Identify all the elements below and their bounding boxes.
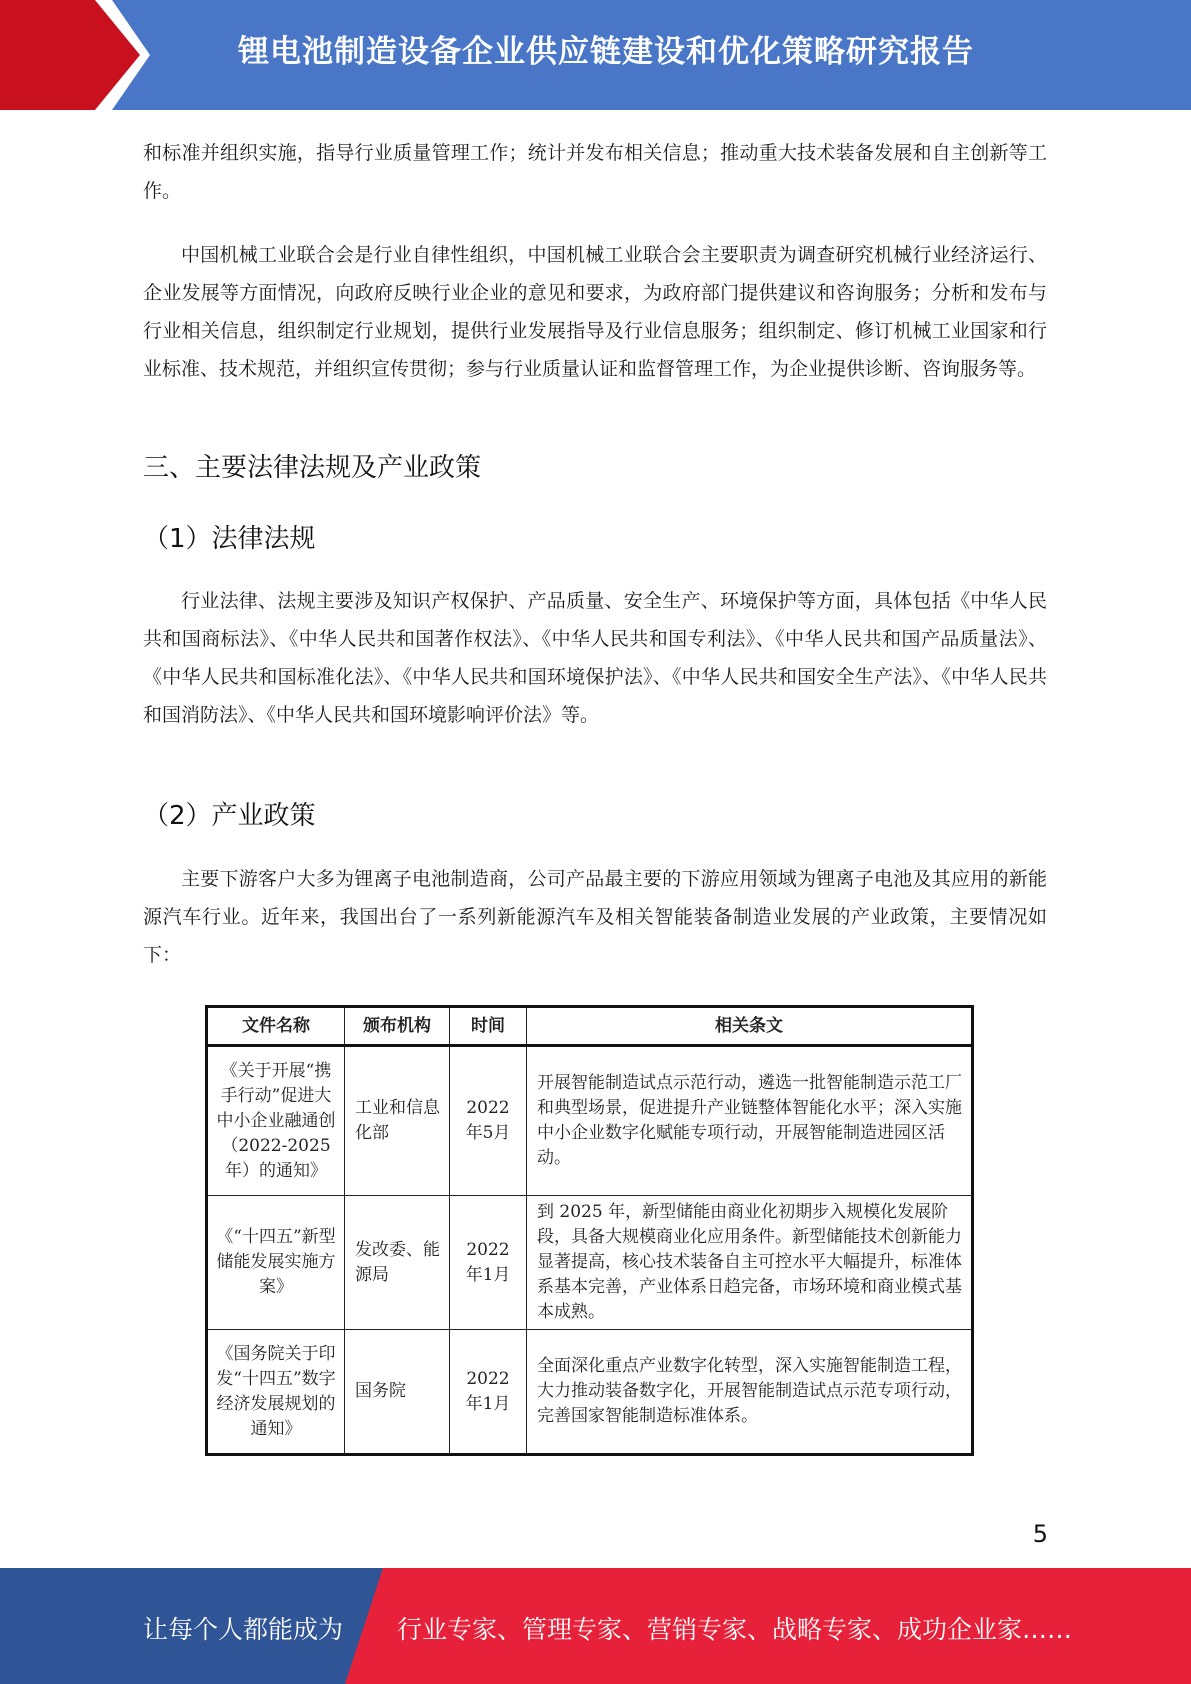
subsection-title-laws: （1）法律法规 bbox=[143, 524, 316, 554]
cell-document-name: 《关于开展“携手行动”促进大中小企业融通创（2022-2025年）的通知》 bbox=[207, 1046, 345, 1196]
page-number: 5 bbox=[1032, 1520, 1048, 1548]
section-title-laws-policies: 三、主要法律法规及产业政策 bbox=[143, 453, 482, 483]
table-row bbox=[207, 1046, 973, 1196]
cell-issuing-agency: 发改委、能源局 bbox=[345, 1196, 450, 1330]
footer-slogan-right: 行业专家、管理专家、营销专家、战略专家、成功企业家…… bbox=[397, 1615, 1073, 1644]
cell-issuing-agency: 工业和信息化部 bbox=[345, 1046, 450, 1196]
cell-date: 2022年5月 bbox=[450, 1046, 527, 1196]
header-arrow-decoration bbox=[0, 0, 160, 110]
paragraph-industry-policy: 主要下游客户大多为锂离子电池制造商，公司产品最主要的下游应用领域为锂离子电池及其应用的新能源汽车行业。近年来，我国出台了一系列新能源汽车及相关智能装备制造业发展的产业政策，主要情况如下： bbox=[143, 868, 1047, 966]
cell-issuing-agency: 国务院 bbox=[345, 1330, 450, 1455]
paragraph-continuation: 和标准并组织实施，指导行业质量管理工作；统计并发布相关信息；推动重大技术装备发展和自主创新等工作。 bbox=[143, 142, 1047, 202]
cell-provisions: 全面深化重点产业数字化转型，深入实施智能制造工程，大力推动装备数字化，开展智能制造试点示范专项行动，完善国家智能制造标准体系。 bbox=[527, 1330, 973, 1455]
page-header bbox=[0, 0, 1191, 110]
report-title: 锂电池制造设备企业供应链建设和优化策略研究报告 bbox=[238, 34, 974, 70]
cell-document-name: 《“十四五”新型储能发展实施方案》 bbox=[207, 1196, 345, 1330]
cell-date: 2022年1月 bbox=[450, 1330, 527, 1455]
paragraph-laws: 行业法律、法规主要涉及知识产权保护、产品质量、安全生产、环境保护等方面，具体包括《中华人民共和国商标法》、《中华人民共和国著作权法》、《中华人民共和国专利法》、《中华人民共和国产品质量法》、《中华人民共和国标准化法》、《中华人民共和国环境保护法》、《中华人民共和国安全生产法》、《中华人民共和国消防法》、《中华人民共和国环境影响评价法》等。 bbox=[143, 590, 1047, 726]
column-header-text: 相关条文 bbox=[527, 1007, 973, 1046]
column-header-name: 文件名称 bbox=[207, 1007, 345, 1046]
cell-provisions: 开展智能制造试点示范行动，遴选一批智能制造示范工厂和典型场景，促进提升产业链整体智能化水平；深入实施中小企业数字化赋能专项行动，开展智能制造进园区活动。 bbox=[527, 1046, 973, 1196]
paragraph-machinery-federation: 中国机械工业联合会是行业自律性组织，中国机械工业联合会主要职责为调查研究机械行业经济运行、企业发展等方面情况，向政府反映行业企业的意见和要求，为政府部门提供建议和咨询服务；分析和发布与行业相关信息，组织制定行业规划，提供行业发展指导及行业信息服务；组织制定、修订机械工业国家和行业标准、技术规范，并组织宣传贯彻；参与行业质量认证和监督管理工作，为企业提供诊断、咨询服务等。 bbox=[143, 244, 1047, 380]
footer-slogan-left: 让每个人都能成为 bbox=[143, 1615, 344, 1644]
cell-date: 2022年1月 bbox=[450, 1196, 527, 1330]
cell-document-name: 《国务院关于印发“十四五”数字经济发展规划的通知》 bbox=[207, 1330, 345, 1455]
column-header-org: 颁布机构 bbox=[345, 1007, 450, 1046]
policy-table bbox=[205, 1005, 974, 1456]
table-row bbox=[207, 1196, 973, 1330]
subsection-title-industry-policy: （2）产业政策 bbox=[143, 801, 316, 831]
policy-table-container bbox=[205, 1005, 974, 1456]
column-header-time: 时间 bbox=[450, 1007, 527, 1046]
cell-provisions: 到 2025 年，新型储能由商业化初期步入规模化发展阶段，具备大规模商业化应用条件。新型储能技术创新能力显著提高，核心技术装备自主可控水平大幅提升，标准体系基本完善，产业体系日趋完备，市场环境和商业模式基本成熟。 bbox=[527, 1196, 973, 1330]
page-footer bbox=[0, 1568, 1191, 1684]
table-row bbox=[207, 1330, 973, 1455]
table-header-row bbox=[207, 1007, 973, 1046]
